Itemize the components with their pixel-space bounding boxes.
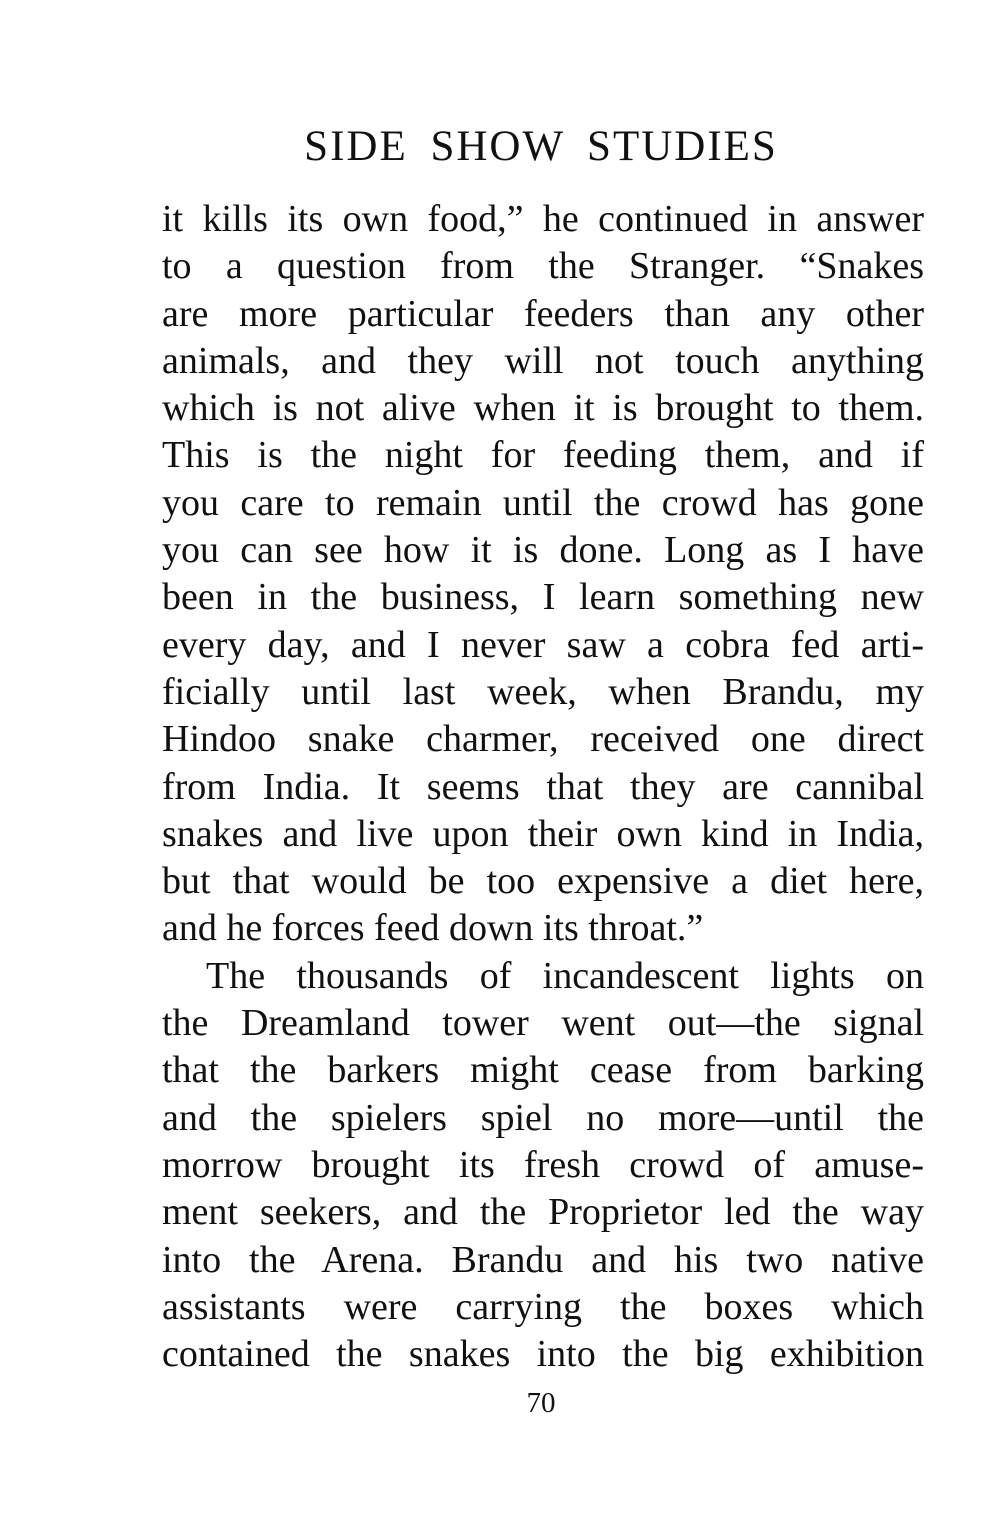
text-line: that the barkers might cease from barking bbox=[162, 1049, 924, 1092]
text-line: This is the night for feeding them, and if bbox=[162, 434, 924, 477]
text-line: into the Arena. Brandu and his two native bbox=[162, 1238, 924, 1281]
text-line: but that would be too expensive a diet here, bbox=[162, 860, 924, 903]
text-line: The thousands of incandescent lights on bbox=[206, 954, 924, 997]
text-line: and the spielers spiel no more—until the bbox=[162, 1096, 924, 1139]
text-line: are more particular feeders than any other bbox=[162, 292, 924, 335]
text-line: which is not alive when it is brought to them. bbox=[162, 387, 924, 430]
text-line: to a question from the Stranger. “Snakes bbox=[162, 245, 924, 288]
text-line: the Dreamland tower went out—the signal bbox=[162, 1002, 924, 1045]
text-line: morrow brought its fresh crowd of amuse- bbox=[162, 1143, 924, 1186]
running-head: SIDE SHOW STUDIES bbox=[304, 123, 778, 170]
text-line: contained the snakes into the big exhibition bbox=[162, 1333, 924, 1376]
text-line: animals, and they will not touch anything bbox=[162, 339, 924, 382]
text-line: snakes and live upon their own kind in India, bbox=[162, 812, 924, 855]
text-line: been in the business, I learn something new bbox=[162, 576, 924, 619]
paragraph bbox=[162, 196, 924, 953]
text-line: it kills its own food,” he continued in answer bbox=[162, 198, 924, 240]
text-line: you can see how it is done. Long as I have bbox=[162, 529, 924, 572]
text-line: assistants were carrying the boxes which bbox=[162, 1285, 924, 1328]
text-line: you care to remain until the crowd has gone bbox=[162, 481, 924, 524]
text-line: ment seekers, and the Proprietor led the way bbox=[162, 1191, 924, 1234]
page-number: 70 bbox=[526, 1387, 556, 1419]
text-line: Hindoo snake charmer, received one direct bbox=[162, 718, 924, 761]
text-line: and he forces feed down its throat.” bbox=[162, 907, 704, 950]
paragraph bbox=[162, 953, 924, 1379]
text-line: ficially until last week, when Brandu, my bbox=[162, 670, 924, 713]
text-line: every day, and I never saw a cobra fed arti- bbox=[162, 623, 924, 666]
text-line: from India. It seems that they are cannibal bbox=[162, 765, 924, 808]
body-text bbox=[162, 196, 924, 1378]
